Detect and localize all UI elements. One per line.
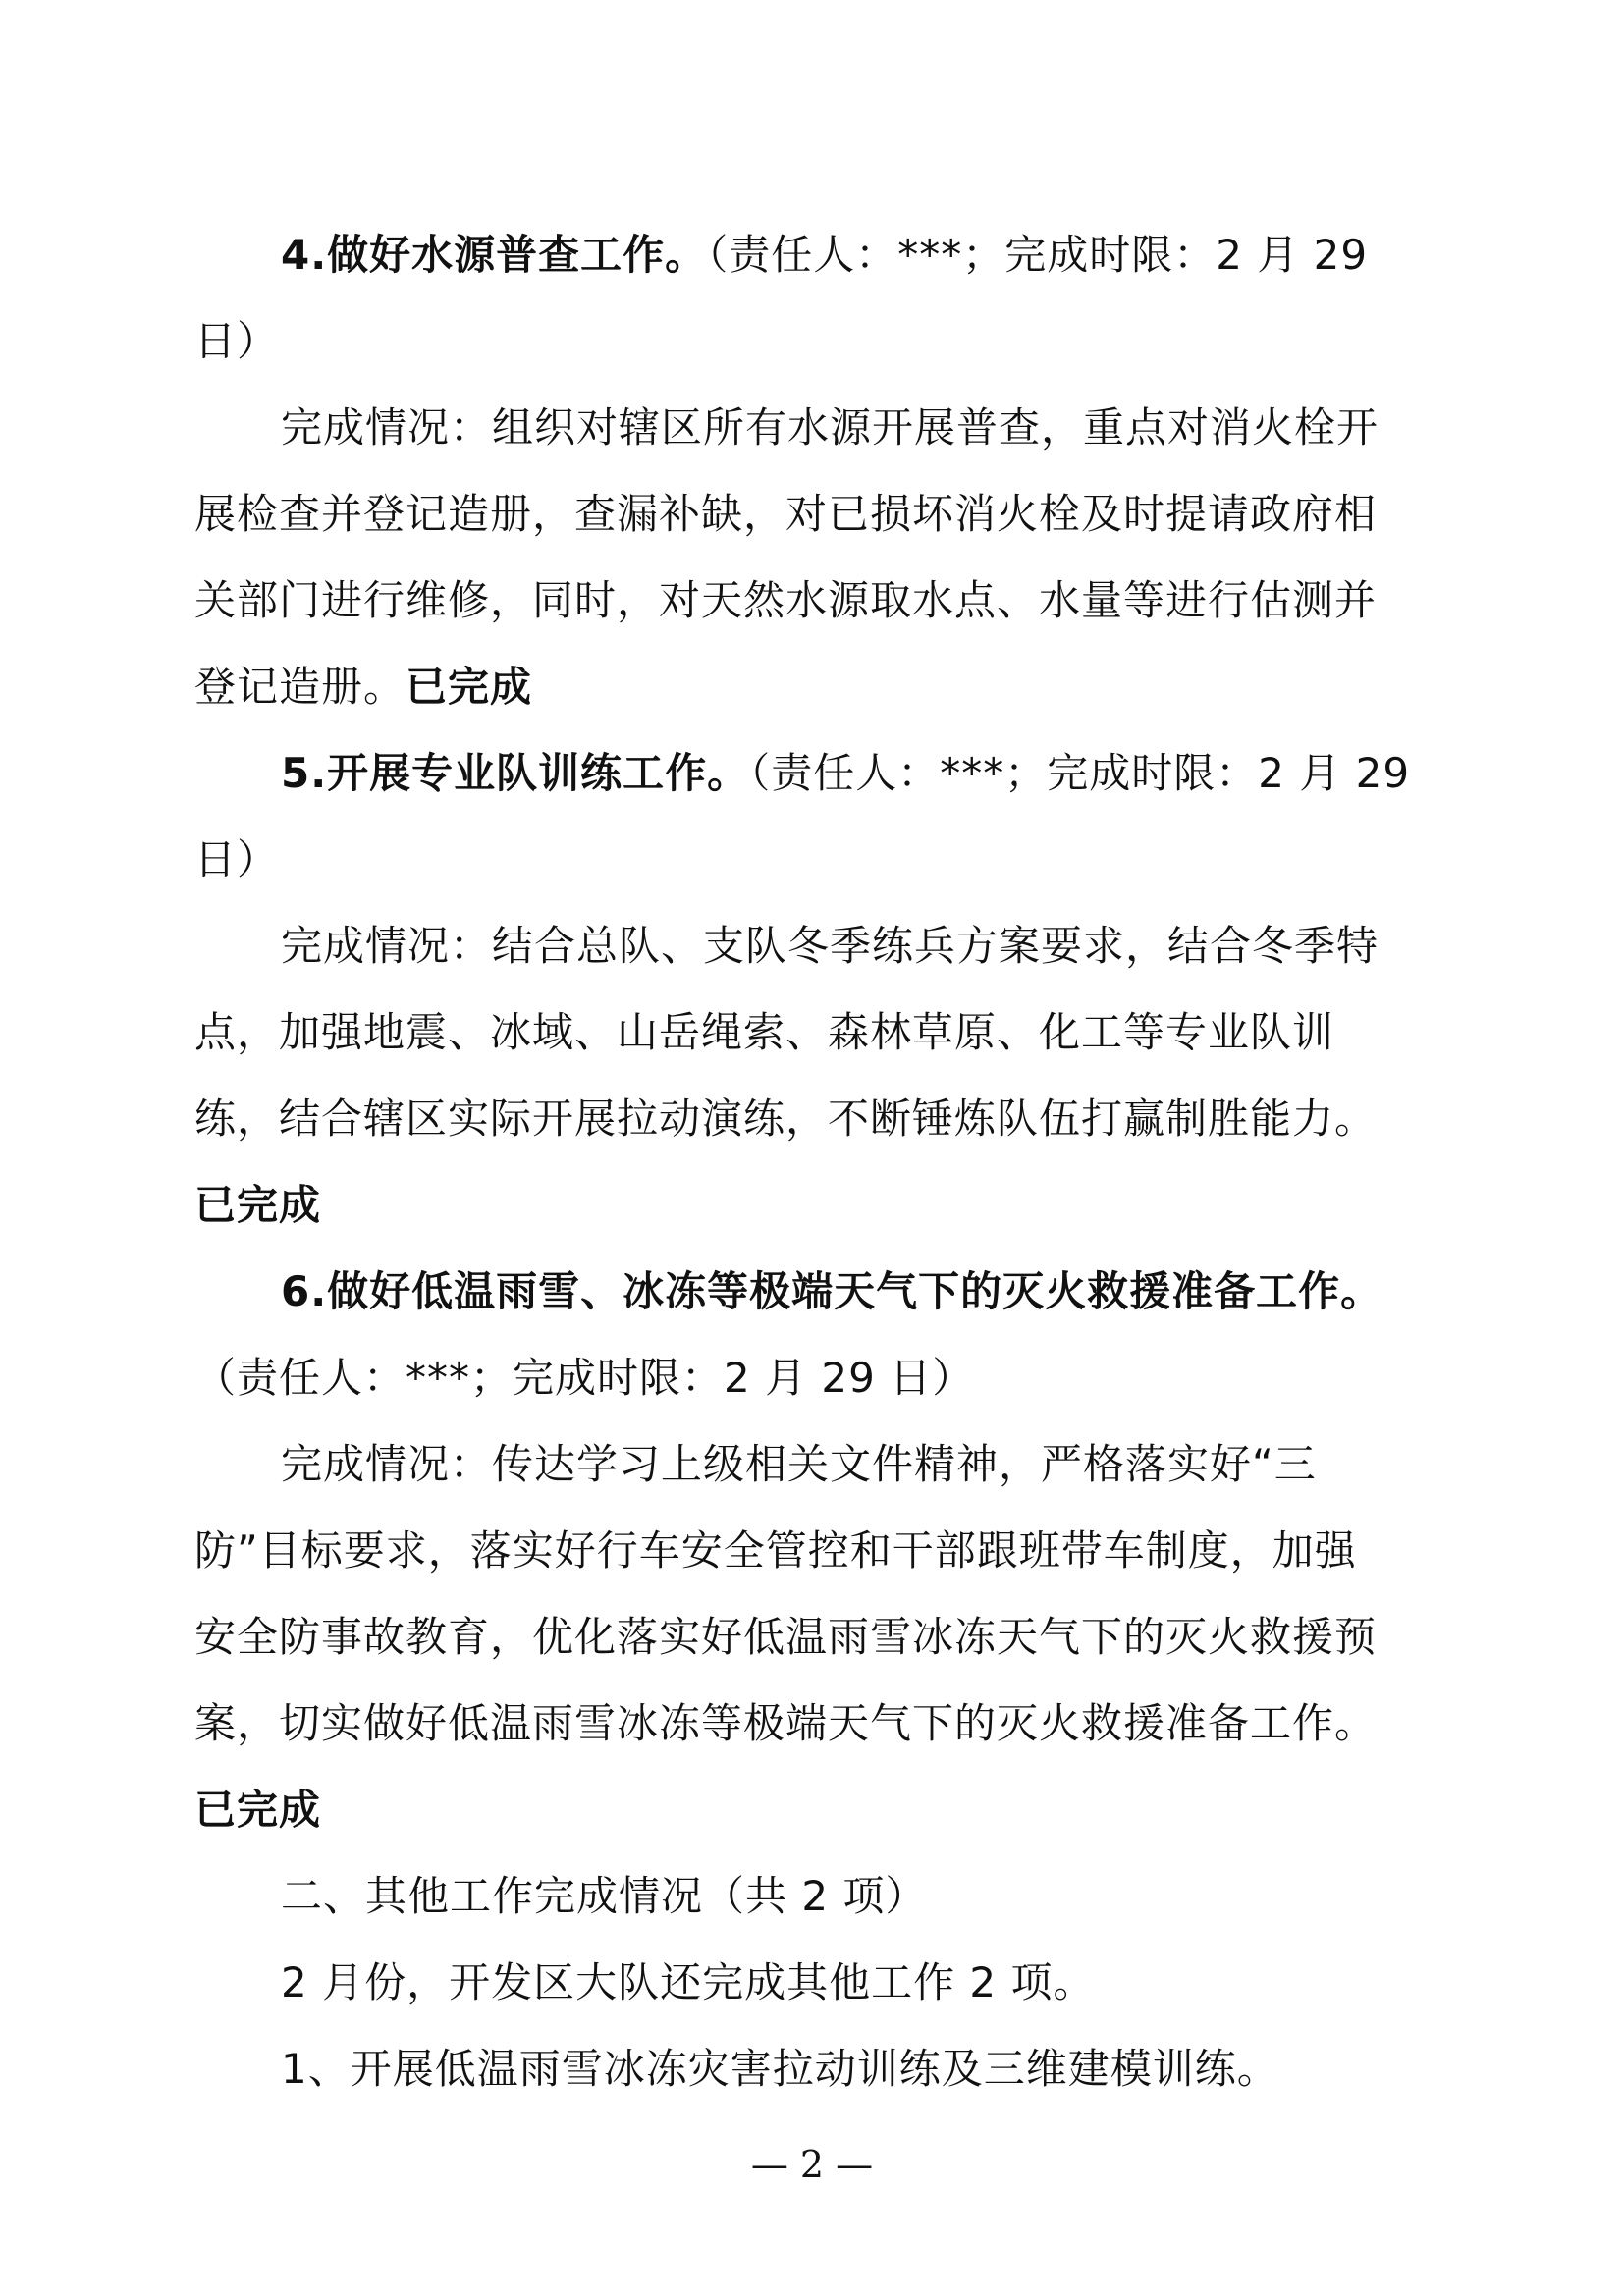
item5-meta-cont: 日） — [194, 835, 280, 883]
item4-status-line: 完成情况：组织对辖区所有水源开展普查，重点对消火栓开 — [281, 403, 1380, 452]
item4-status-line: 登记造册。 — [194, 663, 406, 711]
item6-status-line: 案，切实做好低温雨雪冰冻等极端天气下的灭火救援准备工作。 — [194, 1699, 1378, 1747]
item5-status-line: 点，加强地震、冰域、山岳绳索、森林草原、化工等专业队训 — [194, 1008, 1335, 1056]
item5-done-label: 已完成 — [194, 1181, 322, 1229]
item5-status-line: 完成情况：结合总队、支队冬季练兵方案要求，结合冬季特 — [281, 922, 1380, 970]
item4-done-label: 已完成 — [406, 663, 533, 711]
item6-status-line: 完成情况：传达学习上级相关文件精神，严格落实好“三 — [281, 1440, 1317, 1488]
item5-meta: （责任人：***；完成时限：2 月 29 — [749, 749, 1411, 797]
item6-status-line: 防”目标要求，落实好行车安全管控和干部跟班带车制度，加强 — [194, 1526, 1357, 1575]
item6-done-label: 已完成 — [194, 1786, 322, 1834]
page-number: — 2 — — [750, 2143, 874, 2186]
item4-title: 4.做好水源普查工作。 — [281, 231, 708, 279]
section2-item1: 1、开展低温雨雪冰冻灾害拉动训练及三维建模训练。 — [281, 2045, 1279, 2093]
item5-heading-line — [281, 744, 1410, 803]
section2-heading: 二、其他工作完成情况（共 2 项） — [281, 1872, 928, 1920]
item4-status-line: 展检查并登记造册，查漏补缺，对已损坏消火栓及时提请政府相 — [194, 490, 1378, 538]
item4-meta: （责任人：***；完成时限：2 月 29 — [707, 231, 1369, 279]
item4-status-final-line — [194, 658, 532, 717]
item6-status-line: 安全防事故教育，优化落实好低温雨雪冰冻天气下的灭火救援预 — [194, 1613, 1378, 1661]
item4-meta-cont: 日） — [194, 317, 280, 365]
item5-status-line: 练，结合辖区实际开展拉动演练，不断锤炼队伍打赢制胜能力。 — [194, 1095, 1378, 1143]
item6-meta: （责任人：***；完成时限：2 月 29 日） — [194, 1354, 975, 1402]
item5-title: 5.开展专业队训练工作。 — [281, 749, 750, 797]
item4-status-line: 关部门进行维修，同时，对天然水源取水点、水量等进行估测并 — [194, 576, 1378, 624]
item4-heading-line — [281, 226, 1368, 285]
item6-title: 6.做好低温雨雪、冰冻等极端天气下的灭火救援准备工作。 — [281, 1267, 1383, 1315]
section2-intro: 2 月份，开发区大队还完成其他工作 2 项。 — [281, 1958, 1096, 2006]
